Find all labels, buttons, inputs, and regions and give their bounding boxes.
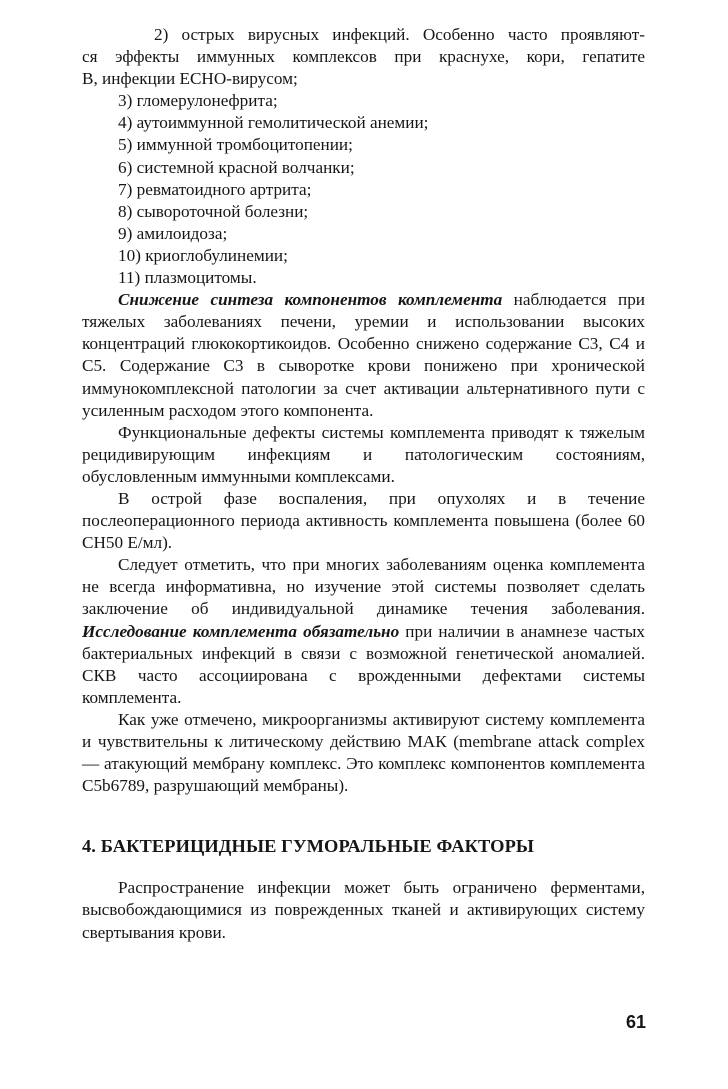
list-item-2-line-2: ся эффекты иммунных комплексов при краснухе, кори, гепатите [82, 47, 645, 67]
list-item: 10) криоглобулинемии; [118, 245, 288, 265]
list-item: 4) аутоиммунной гемолитической анемии; [118, 113, 429, 133]
list-item-2-line-1: 2) острых вирусных инфекций. Особенно часто проявляют- [154, 25, 645, 44]
list-item: 11) плазмоцитомы. [118, 268, 257, 288]
paragraph-synthesis [82, 289, 645, 422]
paragraph-note [82, 554, 645, 709]
list-item-2 [82, 24, 645, 90]
paragraph-text: Следует отметить, что при многих заболеваниям оценка комплемента не всегда информативна, но изучение этой системы позволяет сделать заключение об индивидуальной динамике течения заболевания. [82, 555, 645, 619]
page-number: 61 [625, 1012, 646, 1032]
paragraph-functional-defects: Функциональные дефекты системы комплемента приводят к тяжелым рецидивирующим инфекциям и патологическим состояниям, обусловленным иммунными комплексами. [82, 422, 645, 486]
list-item: 5) иммунной тромбоцитопении; [118, 135, 353, 155]
list-item: 7) ревматоидного артрита; [118, 179, 312, 199]
paragraph-acute-phase: В острой фазе воспаления, при опухолях и в течение послеоперационного периода активность комплемента повышена (более 60 СН50 Е/мл). [82, 488, 645, 553]
list-item: 3) гломерулонефрита; [118, 91, 278, 111]
page-body [82, 24, 645, 944]
emphasized-term: Снижение синтеза компонентов комплемента [118, 290, 503, 310]
list-item: 8) сывороточной болезни; [118, 201, 309, 221]
paragraph-text: при наличии в анамнезе частых бактериальных инфекций в связи с возможной генетической аномалией. СКВ часто ассоциирована с врожденными дефектами системы комплемента. [82, 621, 645, 707]
list-item: 9) амилоидоза; [118, 223, 228, 243]
spacer [82, 797, 645, 835]
list-item-2-line-3: В, инфекции ЕСНО-вирусом; [82, 69, 298, 89]
paragraph-text: наблюдается при тяжелых заболеваниях печени, уремии и использовании высоких концентраций глюкокортикоидов. Особенно снижено содержание С3, С4 и С5. Содержание С3 в сыворотке крови понижено при хронической иммунокомплексной патологии за счет активации альтернативного пути с усиленным расходом этого компонента. [82, 290, 645, 420]
paragraph-mac: Как уже отмечено, микроорганизмы активируют систему комплемента и чувствительны к литическому действию МАК (membrane attack complex — атакующий мембрану комплекс. Это комплекс компонентов комплемента С5b6789, разрушающий мембраны). [82, 709, 645, 796]
paragraph-infection-spread: Распространение инфекции может быть ограничено ферментами, высвобождающимися из поврежденных тканей и активирующих систему свертывания крови. [82, 878, 645, 942]
list-item: 6) системной красной волчанки; [118, 157, 355, 177]
emphasized-term: Исследование комплемента обязательно [82, 621, 400, 641]
section-heading: 4. БАКТЕРИЦИДНЫЕ ГУМОРАЛЬНЫЕ ФАКТОРЫ [82, 836, 535, 857]
spacer [82, 857, 645, 877]
